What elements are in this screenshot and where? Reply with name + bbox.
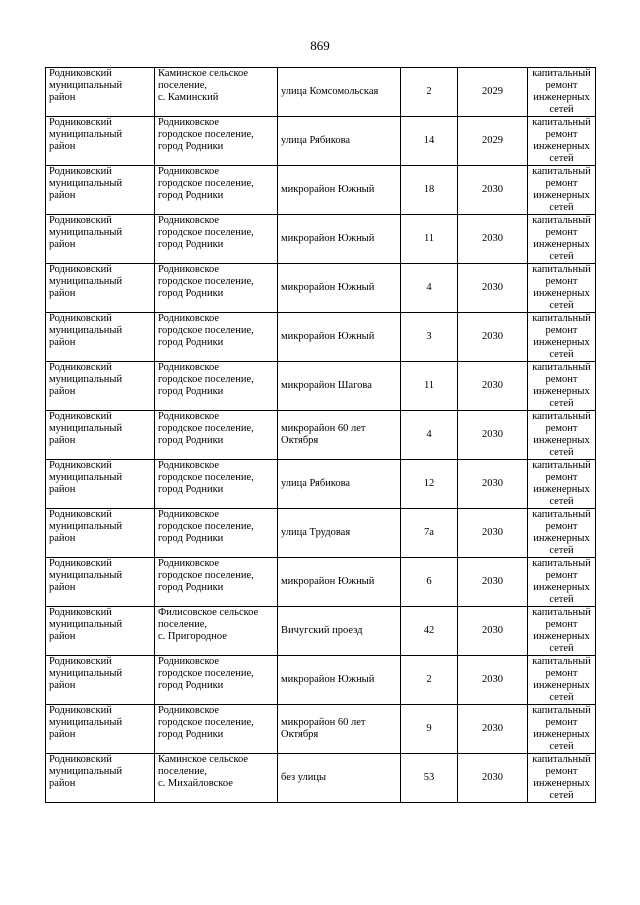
street-cell: микрорайон Южный [278,264,401,313]
district-cell: Родниковский муниципальный район [46,754,155,803]
work-type-cell: капитальный ремонт инженерных сетей [528,117,596,166]
table-row [46,215,596,264]
district-cell: Родниковский муниципальный район [46,362,155,411]
year-cell: 2030 [458,362,528,411]
settlement-cell: Родниковское городское поселение, город Родники [155,215,278,264]
year-cell: 2030 [458,607,528,656]
house-number-cell: 42 [401,607,458,656]
street-cell: улица Трудовая [278,509,401,558]
table-row [46,656,596,705]
district-cell: Родниковский муниципальный район [46,215,155,264]
table-row [46,460,596,509]
street-cell: без улицы [278,754,401,803]
street-cell: микрорайон 60 лет Октября [278,705,401,754]
settlement-cell: Родниковское городское поселение, город Родники [155,166,278,215]
district-cell: Родниковский муниципальный район [46,117,155,166]
house-number-cell: 4 [401,411,458,460]
year-cell: 2030 [458,754,528,803]
work-type-cell: капитальный ремонт инженерных сетей [528,362,596,411]
work-type-cell: капитальный ремонт инженерных сетей [528,656,596,705]
street-cell: микрорайон Шагова [278,362,401,411]
year-cell: 2030 [458,509,528,558]
work-type-cell: капитальный ремонт инженерных сетей [528,215,596,264]
table-row [46,607,596,656]
settlement-cell: Родниковское городское поселение, город Родники [155,509,278,558]
street-cell: микрорайон Южный [278,656,401,705]
work-type-cell: капитальный ремонт инженерных сетей [528,460,596,509]
street-cell: микрорайон 60 лет Октября [278,411,401,460]
year-cell: 2030 [458,166,528,215]
work-type-cell: капитальный ремонт инженерных сетей [528,754,596,803]
settlement-cell: Каминское сельское поселение, с. Михайловское [155,754,278,803]
table-row [46,362,596,411]
table-row [46,509,596,558]
work-type-cell: капитальный ремонт инженерных сетей [528,411,596,460]
district-cell: Родниковский муниципальный район [46,705,155,754]
table-row [46,705,596,754]
work-type-cell: капитальный ремонт инженерных сетей [528,607,596,656]
street-cell: микрорайон Южный [278,215,401,264]
table-row [46,313,596,362]
work-type-cell: капитальный ремонт инженерных сетей [528,264,596,313]
district-cell: Родниковский муниципальный район [46,68,155,117]
year-cell: 2030 [458,460,528,509]
table-row [46,117,596,166]
house-number-cell: 2 [401,68,458,117]
settlement-cell: Родниковское городское поселение, город Родники [155,558,278,607]
district-cell: Родниковский муниципальный район [46,509,155,558]
table-row [46,68,596,117]
district-cell: Родниковский муниципальный район [46,460,155,509]
settlement-cell: Родниковское городское поселение, город Родники [155,705,278,754]
house-number-cell: 53 [401,754,458,803]
house-number-cell: 9 [401,705,458,754]
district-cell: Родниковский муниципальный район [46,166,155,215]
table-row [46,166,596,215]
settlement-cell: Родниковское городское поселение, город Родники [155,313,278,362]
house-number-cell: 3 [401,313,458,362]
street-cell: микрорайон Южный [278,166,401,215]
house-number-cell: 12 [401,460,458,509]
work-type-cell: капитальный ремонт инженерных сетей [528,558,596,607]
settlement-cell: Родниковское городское поселение, город Родники [155,117,278,166]
table-row [46,264,596,313]
table-row [46,558,596,607]
district-cell: Родниковский муниципальный район [46,313,155,362]
settlement-cell: Каминское сельское поселение, с. Каминский [155,68,278,117]
district-cell: Родниковский муниципальный район [46,264,155,313]
year-cell: 2030 [458,705,528,754]
table-row [46,754,596,803]
settlement-cell: Родниковское городское поселение, город Родники [155,460,278,509]
settlement-cell: Родниковское городское поселение, город Родники [155,411,278,460]
house-number-cell: 6 [401,558,458,607]
district-cell: Родниковский муниципальный район [46,558,155,607]
street-cell: Вичугский проезд [278,607,401,656]
page-number: 869 [310,38,330,53]
year-cell: 2030 [458,313,528,362]
street-cell: улица Комсомольская [278,68,401,117]
table-row [46,411,596,460]
district-cell: Родниковский муниципальный район [46,411,155,460]
street-cell: улица Рябикова [278,117,401,166]
work-type-cell: капитальный ремонт инженерных сетей [528,509,596,558]
street-cell: улица Рябикова [278,460,401,509]
house-number-cell: 7а [401,509,458,558]
house-number-cell: 11 [401,215,458,264]
settlement-cell: Филисовское сельское поселение, с. Пригородное [155,607,278,656]
work-type-cell: капитальный ремонт инженерных сетей [528,166,596,215]
settlement-cell: Родниковское городское поселение, город Родники [155,656,278,705]
work-type-cell: капитальный ремонт инженерных сетей [528,68,596,117]
district-cell: Родниковский муниципальный район [46,607,155,656]
registry-table [45,67,596,803]
settlement-cell: Родниковское городское поселение, город Родники [155,362,278,411]
house-number-cell: 2 [401,656,458,705]
district-cell: Родниковский муниципальный район [46,656,155,705]
work-type-cell: капитальный ремонт инженерных сетей [528,705,596,754]
house-number-cell: 4 [401,264,458,313]
year-cell: 2030 [458,411,528,460]
house-number-cell: 11 [401,362,458,411]
year-cell: 2030 [458,558,528,607]
house-number-cell: 18 [401,166,458,215]
year-cell: 2029 [458,68,528,117]
house-number-cell: 14 [401,117,458,166]
street-cell: микрорайон Южный [278,313,401,362]
year-cell: 2030 [458,656,528,705]
street-cell: микрорайон Южный [278,558,401,607]
settlement-cell: Родниковское городское поселение, город Родники [155,264,278,313]
year-cell: 2030 [458,264,528,313]
work-type-cell: капитальный ремонт инженерных сетей [528,313,596,362]
year-cell: 2030 [458,215,528,264]
year-cell: 2029 [458,117,528,166]
